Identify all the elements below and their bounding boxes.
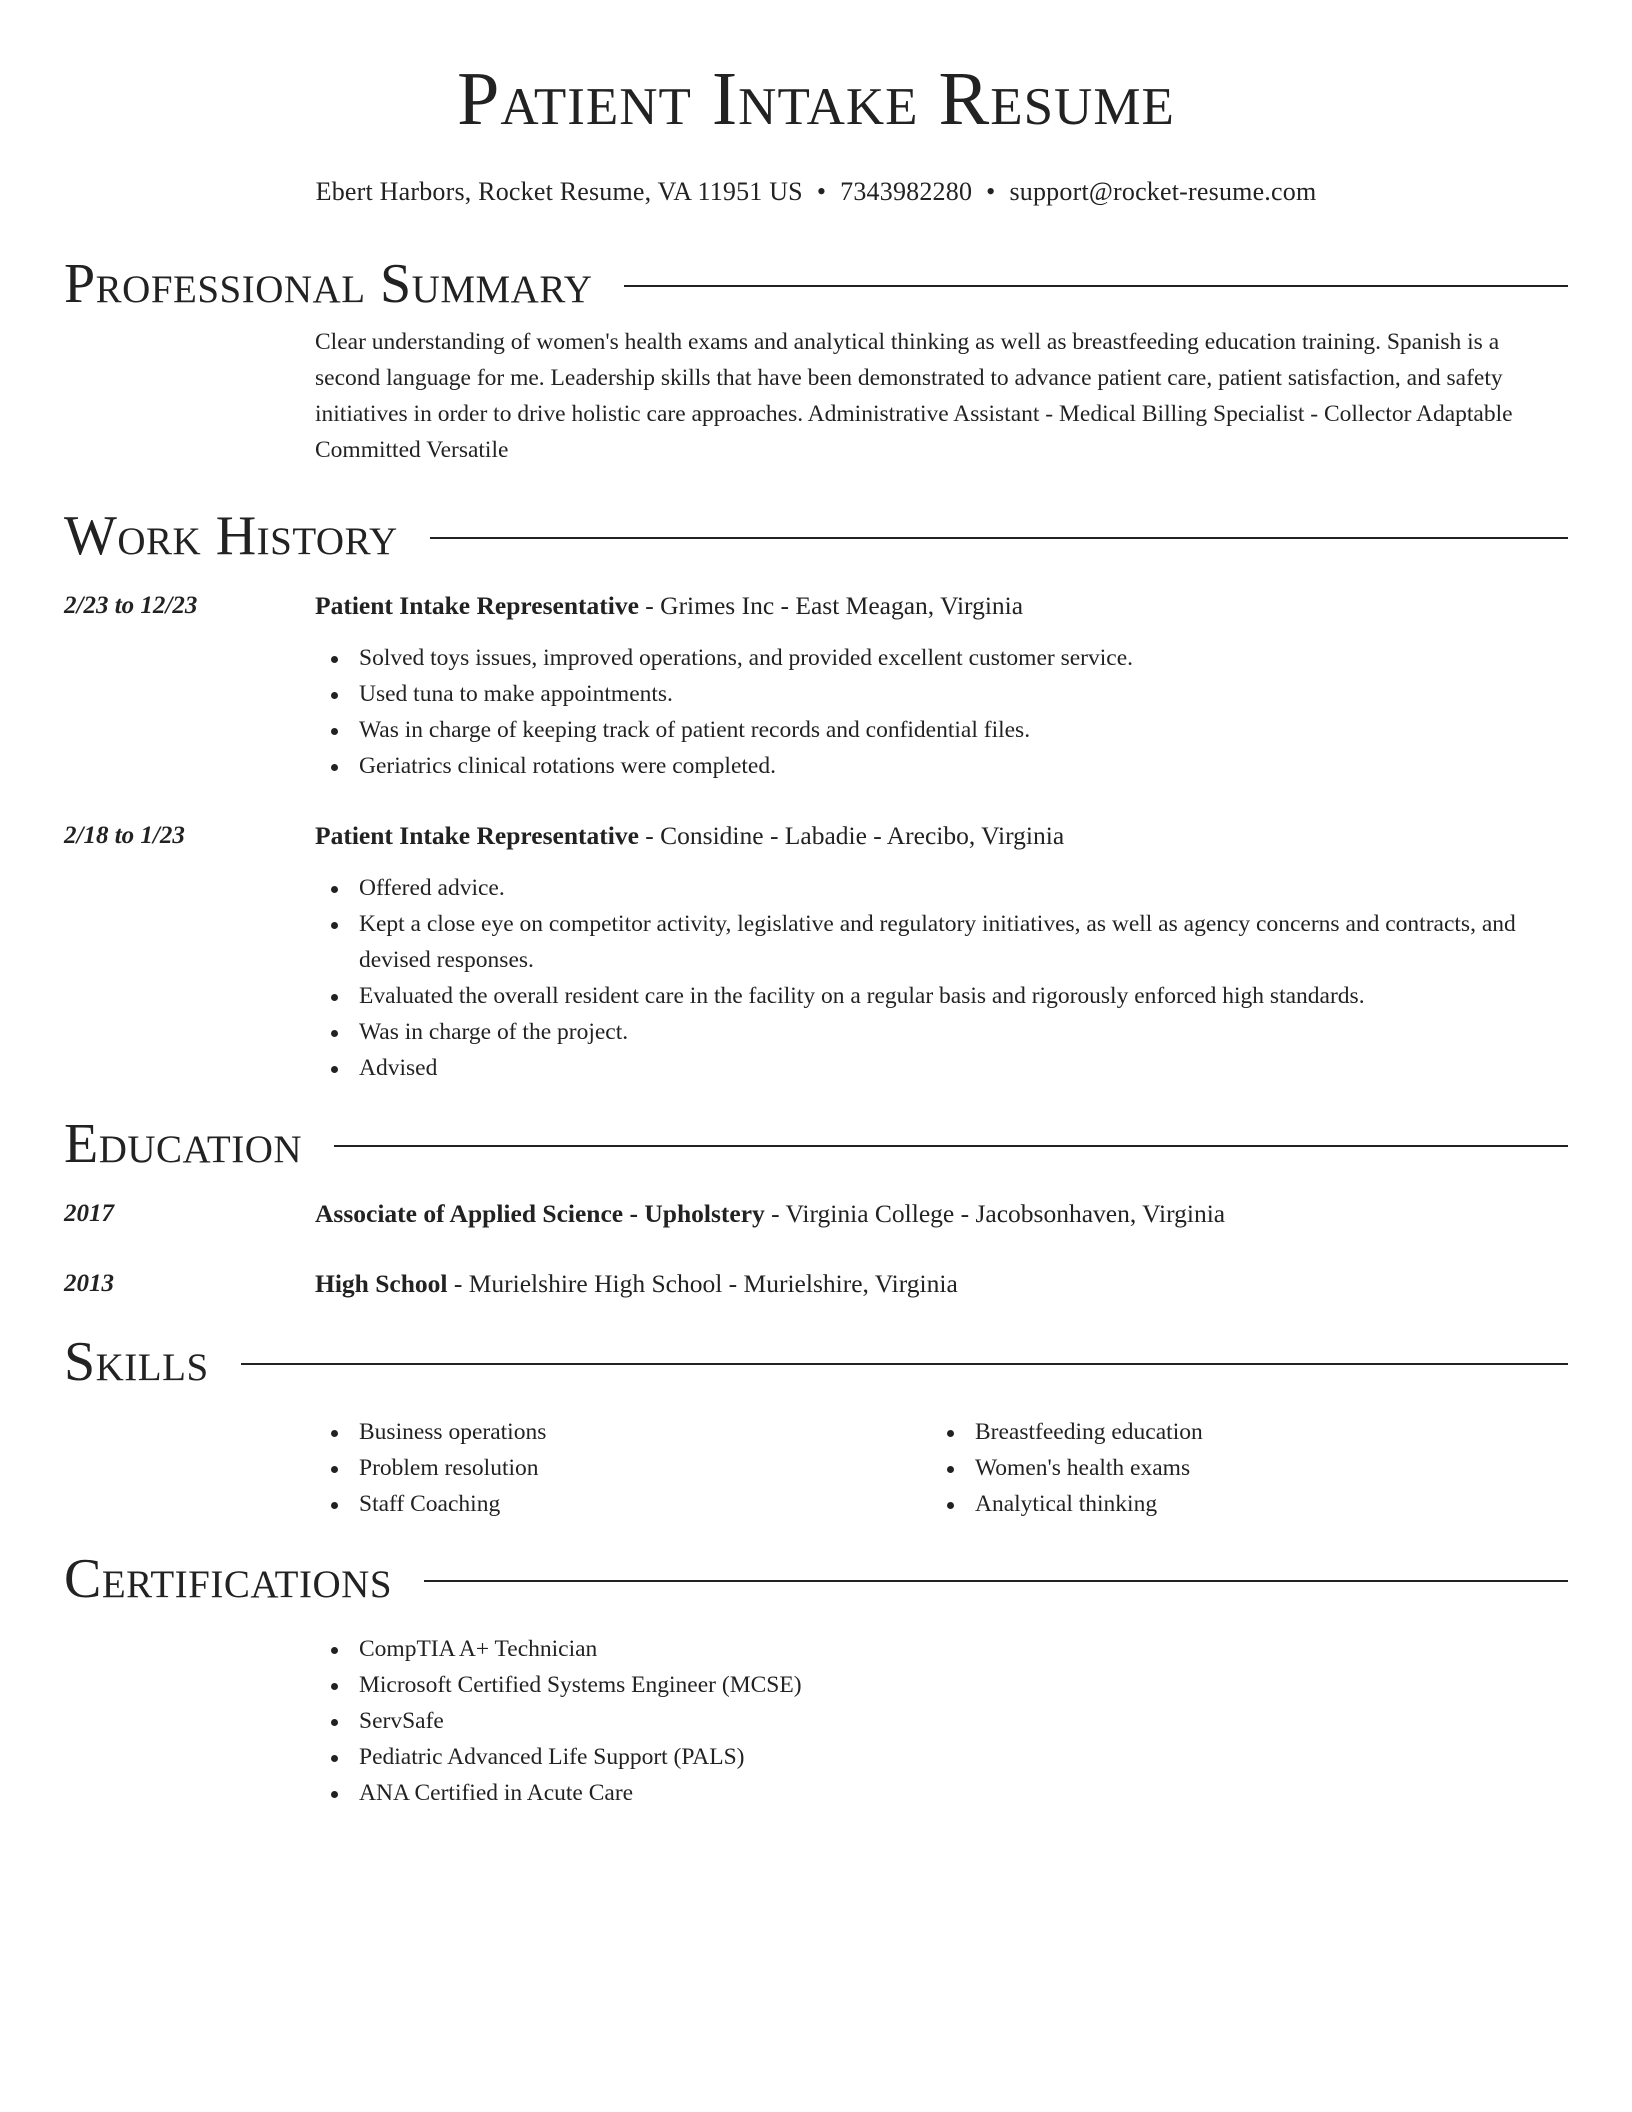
certifications-section <box>64 1547 1568 1811</box>
skill-item: Business operations <box>315 1414 931 1450</box>
section-divider <box>334 1145 1568 1147</box>
section-divider <box>430 537 1568 539</box>
work-history-section <box>64 504 1568 1086</box>
job-title-line <box>315 818 1568 854</box>
education-degree: High School <box>315 1269 448 1298</box>
contact-email: support@rocket-resume.com <box>1009 177 1317 206</box>
job-date: 2/23 to 12/23 <box>64 592 198 619</box>
certification-item: ANA Certified in Acute Care <box>315 1775 1568 1811</box>
section-header <box>64 1547 1568 1611</box>
summary-section <box>64 252 1568 468</box>
list-item: Kept a close eye on competitor activity, legislative and regulatory initiatives, as well as agency concerns and contracts, and devised responses. <box>315 906 1568 978</box>
job-date: 2/18 to 1/23 <box>64 822 185 849</box>
job-details: - Considine - Labadie - Arecibo, Virginia <box>638 821 1065 850</box>
certification-item: Microsoft Certified Systems Engineer (MCSE) <box>315 1667 1568 1703</box>
job-entry <box>64 588 1568 784</box>
section-header <box>64 1330 1568 1394</box>
education-details: - Virginia College - Jacobsonhaven, Virginia <box>764 1199 1226 1228</box>
job-bullets <box>315 640 1568 784</box>
section-header <box>64 252 1568 316</box>
certifications-list <box>315 1631 1568 1811</box>
skills-column-right <box>931 1414 1547 1522</box>
list-item: Geriatrics clinical rotations were completed. <box>315 748 1568 784</box>
section-title: Work History <box>64 505 398 567</box>
section-header <box>64 504 1568 568</box>
section-divider <box>624 285 1568 287</box>
skill-item: Problem resolution <box>315 1450 931 1486</box>
skill-item: Breastfeeding education <box>931 1414 1547 1450</box>
contact-separator: • <box>816 177 827 206</box>
skill-item: Staff Coaching <box>315 1486 931 1522</box>
education-line <box>315 1196 1568 1232</box>
list-item: Used tuna to make appointments. <box>315 676 1568 712</box>
job-title: Patient Intake Representative <box>315 821 639 850</box>
contact-phone: 7343982280 <box>840 177 973 206</box>
education-line <box>315 1266 1568 1302</box>
skill-item: Analytical thinking <box>931 1486 1547 1522</box>
section-title: Education <box>64 1113 303 1175</box>
job-title: Patient Intake Representative <box>315 591 639 620</box>
job-details: - Grimes Inc - East Meagan, Virginia <box>638 591 1024 620</box>
certification-item: ServSafe <box>315 1703 1568 1739</box>
education-date: 2013 <box>64 1270 114 1297</box>
list-item: Was in charge of keeping track of patient records and confidential files. <box>315 712 1568 748</box>
certification-item: CompTIA A+ Technician <box>315 1631 1568 1667</box>
job-title-line <box>315 588 1568 624</box>
job-entry <box>64 818 1568 1086</box>
list-item: Was in charge of the project. <box>315 1014 1568 1050</box>
section-divider <box>241 1363 1568 1365</box>
skill-item: Women's health exams <box>931 1450 1547 1486</box>
education-date: 2017 <box>64 1200 114 1227</box>
summary-text: Clear understanding of women's health exams and analytical thinking as well as breastfeeding education training. Spanish is a second language for me. Leadership skills that have been demonstrated to advance patient care, patient satisfaction, and safety initiatives in order to drive holistic care approaches. Administrative Assistant - Medical Billing Specialist - Collector Adaptable Committed Versatile <box>315 329 1513 463</box>
education-entry <box>64 1196 1568 1232</box>
section-title: Skills <box>64 1331 209 1393</box>
contact-separator: • <box>986 177 996 206</box>
certification-item: Pediatric Advanced Life Support (PALS) <box>315 1739 1568 1775</box>
education-entry <box>64 1266 1568 1302</box>
section-header <box>64 1112 1568 1176</box>
section-title: Professional Summary <box>64 253 593 315</box>
list-item: Evaluated the overall resident care in the facility on a regular basis and rigorously enforced high standards. <box>315 978 1568 1014</box>
contact-address: Ebert Harbors, Rocket Resume, VA 11951 US <box>315 177 803 206</box>
skills-section <box>64 1330 1568 1522</box>
contact-line <box>64 174 1568 210</box>
education-degree: Associate of Applied Science - Upholstery <box>315 1199 765 1228</box>
section-divider <box>424 1580 1568 1582</box>
section-title: Certifications <box>64 1548 393 1610</box>
list-item: Advised <box>315 1050 1568 1086</box>
education-section <box>64 1112 1568 1302</box>
skills-column-left <box>315 1414 931 1522</box>
job-bullets <box>315 870 1568 1086</box>
skills-grid <box>315 1414 1568 1522</box>
list-item: Solved toys issues, improved operations, and provided excellent customer service. <box>315 640 1568 676</box>
resume-title: Patient Intake Resume <box>457 57 1175 141</box>
education-details: - Murielshire High School - Murielshire, Virginia <box>447 1269 958 1298</box>
list-item: Offered advice. <box>315 870 1568 906</box>
